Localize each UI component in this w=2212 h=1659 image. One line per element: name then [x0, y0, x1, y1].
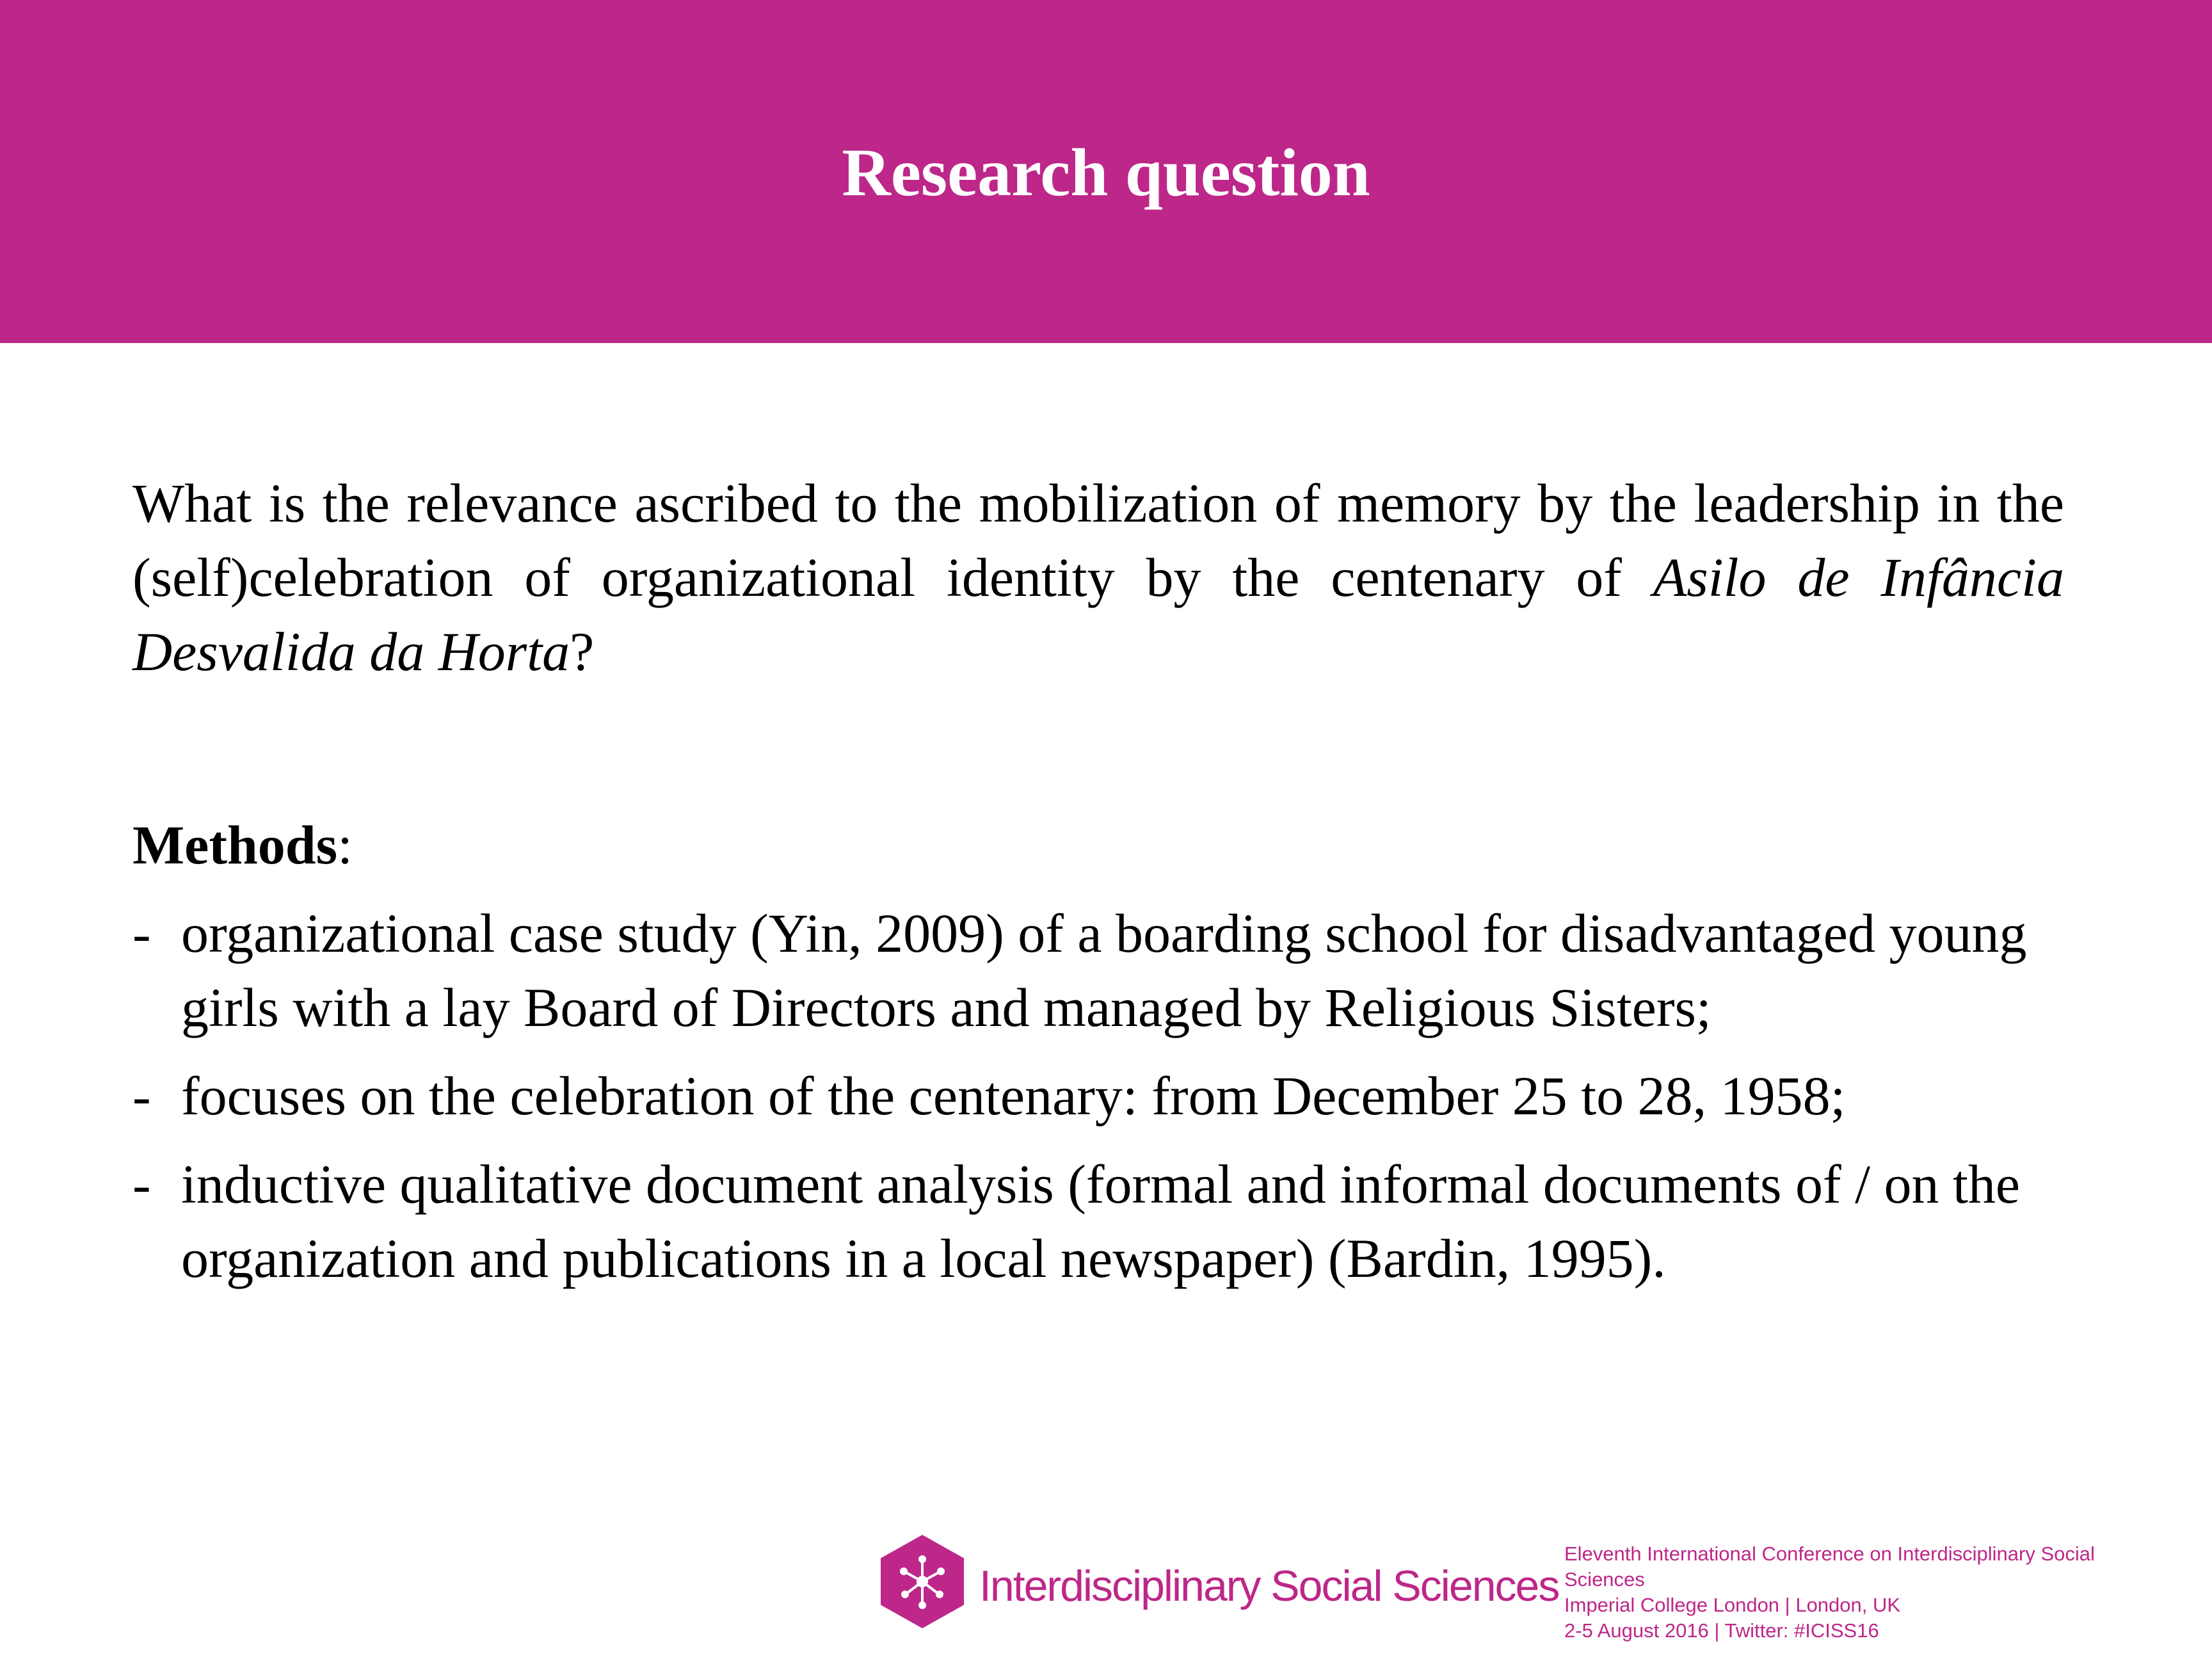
conference-line: Sciences: [1564, 1568, 1645, 1591]
question-text-start: What is the relevance ascribed to the mobilization of memory by the leadership in the (self)celebration of organizational identity by the centenary of: [132, 472, 2064, 608]
conference-info: [1564, 1541, 2140, 1644]
institution-name: Asilo de Infância Desvalida da Horta: [132, 547, 2064, 682]
research-question: [132, 466, 2064, 689]
methods-item-centenary: [132, 1059, 2078, 1133]
methods-list: [132, 896, 2078, 1310]
hexagon-network-icon: [881, 1535, 964, 1628]
bullet-dash: -: [132, 1065, 151, 1126]
conference-line: 2-5 August 2016 | Twitter: #ICISS16: [1564, 1619, 1879, 1642]
methods-heading-label: Methods: [132, 814, 338, 876]
methods-heading: [132, 808, 353, 882]
methods-item-case-study: [132, 896, 2078, 1045]
question-mark: ?: [570, 621, 595, 682]
methods-item-text: inductive qualitative document analysis (formal and informal documents of / on the organization and publications in a local newspaper) (Bardin, 1995).: [181, 1153, 2021, 1289]
brand-name: Interdisciplinary Social Sciences: [979, 1562, 1559, 1610]
conference-line: Eleventh International Conference on Interdisciplinary Social: [1564, 1543, 2095, 1565]
conference-line: Imperial College London | London, UK: [1564, 1594, 1901, 1616]
title-banner: [0, 0, 2212, 343]
bullet-dash: -: [132, 1153, 151, 1215]
methods-item-text: focuses on the celebration of the centenary: from December 25 to 28, 1958;: [181, 1065, 1846, 1126]
methods-heading-colon: :: [337, 814, 353, 876]
methods-item-text: organizational case study (Yin, 2009) of a boarding school for disadvantaged young girls with a lay Board of Directors and managed by Religious Sisters;: [181, 902, 2027, 1038]
slide-title: Research question: [842, 135, 1370, 210]
methods-item-document-analysis: [132, 1147, 2078, 1295]
bullet-dash: -: [132, 902, 151, 964]
